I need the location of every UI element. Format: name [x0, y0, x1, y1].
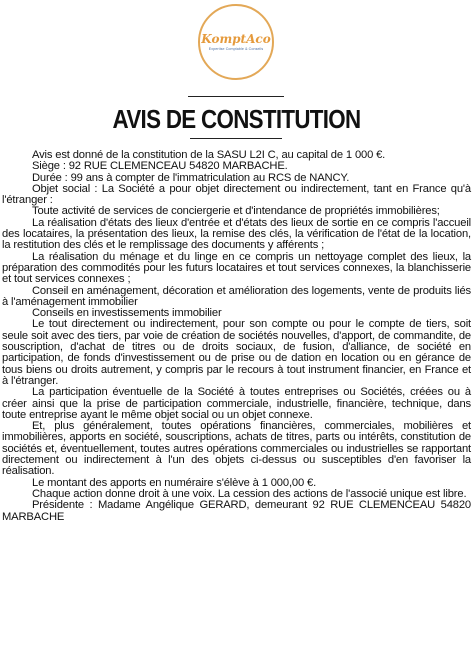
paragraph-etats-des-lieux: La réalisation d'états des lieux d'entrée et d'états des lieux de sortie en ce compris l'accueil des locataires, la présentation des lieux, la remise des clés, la vérification de l'état de la location, la restitution des clés et le remplissage des documents y afférents ;	[2, 216, 471, 252]
paragraph-presidente: Présidente : Madame Angélique GERARD, demeurant 92 RUE CLEMENCEAU 54820 MARBACHE	[2, 499, 471, 523]
paragraph-investissements: Conseils en investissements immobilier	[32, 307, 222, 320]
paragraph-actions: Chaque action donne droit à une voix. La cession des actions de l'associé unique est libre.	[32, 487, 467, 500]
paragraph-menage: La réalisation du ménage et du linge en ce compris un nettoyage complet des lieux, la préparation des commodités pour les futurs locataires et tout services connexes, la blanchisserie et tout services connexes ;	[2, 250, 471, 286]
company-logo	[198, 4, 274, 80]
paragraph-le-tout: Le tout directement ou indirectement, pour son compte ou pour le compte de tiers, soit seule soit avec des tiers, par voie de création de sociétés nouvelles, d'apport, de commandite, de souscription, d'achat de titres ou de droits sociaux, de fusion, d'alliance, de société en participation, de fonds d'investissement ou de prise ou de dation en location ou en gérance de tous biens ou droits autrement, y compris par le recours à tout instrument financier, en France et à l'étranger.	[2, 318, 471, 387]
title-rule-top	[188, 96, 284, 97]
page-title: AVIS DE CONSTITUTION	[112, 104, 361, 134]
notice-body	[2, 150, 471, 523]
paragraph-constitution: Avis est donné de la constitution de la SASU L2I C, au capital de 1 000 €.	[32, 149, 386, 161]
paragraph-objet-social: Objet social : La Société a pour objet directement ou indirectement, tant en France qu'à l'étranger :	[2, 182, 471, 207]
paragraph-duree: Durée : 99 ans à compter de l'immatriculation au RCS de NANCY.	[32, 171, 350, 184]
paragraph-siege: Siège : 92 RUE CLEMENCEAU 54820 MARBACHE.	[32, 160, 288, 173]
paragraph-conciergerie: Toute activité de services de conciergerie et d'intendance de propriétés immobilières;	[32, 205, 440, 218]
paragraph-operations: Et, plus généralement, toutes opérations financières, commerciales, mobilières et immobilières, apports en société, souscriptions, achats de titres, parts ou intérêts, constitution de sociétés et, éventuellement, toutes autres opérations commerciales ou industrielles se rapportant directement ou indirectement à l'un des objets ci-dessus ou susceptibles d'en favoriser la réalisation.	[2, 420, 471, 478]
logo-tagline: Expertise Comptable & Conseils	[208, 47, 264, 51]
logo-name: KomptAco	[201, 32, 271, 46]
title-rule-bottom	[190, 138, 282, 139]
paragraph-apports: Le montant des apports en numéraire s'élève à 1 000,00 €.	[32, 476, 317, 489]
paragraph-participation: La participation éventuelle de la Société à toutes entreprises ou Sociétés, créées ou à créer ainsi que la prise de participation commerciale, industrielle, financière, technique, dans toute entreprise ayant le même objet social ou un objet connexe.	[2, 386, 471, 421]
paragraph-amenagement: Conseil en aménagement, décoration et amélioration des logements, vente de produits liés à l'aménagement immobilier	[2, 284, 471, 308]
